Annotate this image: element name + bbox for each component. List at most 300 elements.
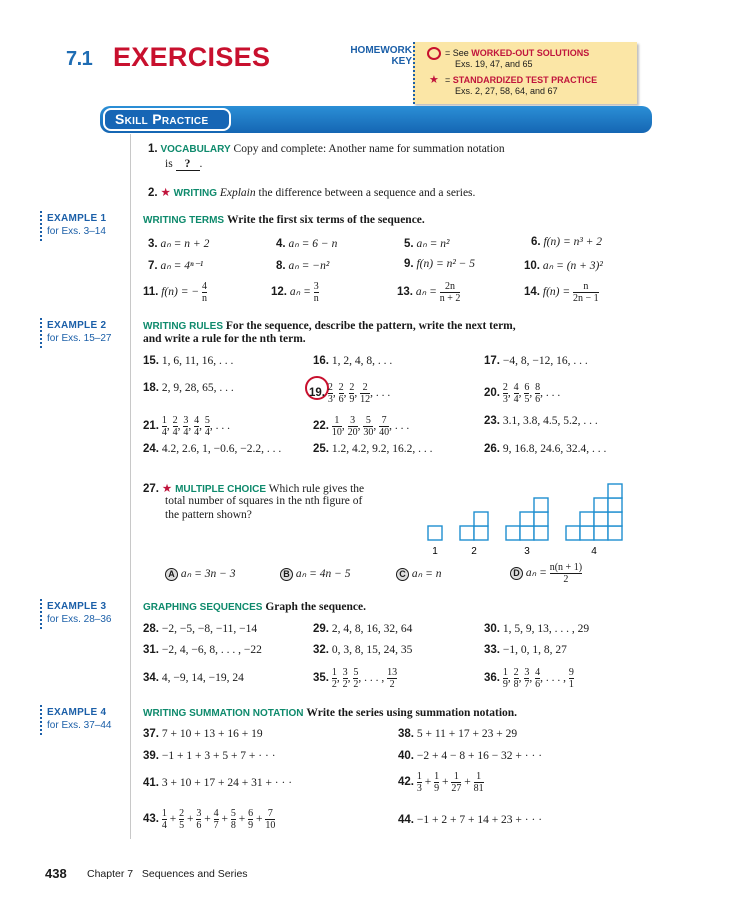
figure-group	[428, 484, 622, 557]
separator: ,	[357, 420, 364, 433]
denominator: 2	[550, 573, 582, 585]
pattern-square	[534, 512, 548, 526]
exercise-number: 6.	[531, 236, 541, 248]
denominator: 2	[342, 679, 348, 690]
content-divider	[130, 134, 131, 839]
figure-label: 3	[524, 546, 530, 557]
chapter-title: Sequences and Series	[141, 868, 248, 880]
choice-expression: aₙ = 4n − 5	[295, 568, 351, 580]
section-number: 7.1	[66, 48, 93, 70]
separator: ,	[343, 387, 350, 400]
choice-expression: aₙ = 3n − 3	[180, 568, 236, 580]
denominator: 3	[502, 394, 508, 405]
pattern-square	[608, 498, 622, 512]
exercise-number: 3.	[148, 238, 158, 250]
numerator: 5	[365, 415, 371, 426]
fraction	[314, 281, 319, 304]
section-lead: WRITING SUMMATION NOTATION	[143, 708, 304, 719]
separator: , . . .	[370, 387, 391, 400]
exercise-number: 42.	[398, 776, 414, 789]
exercise-number: 2.	[148, 187, 158, 199]
separator: ,	[199, 420, 205, 433]
exercise-number: 24.	[143, 443, 159, 455]
separator: ,	[336, 672, 343, 685]
homework-label: HOMEWORK	[350, 45, 412, 56]
fraction	[332, 415, 342, 438]
key-title[interactable]: WORKED-OUT SOLUTIONS	[471, 48, 590, 58]
key-detail: Exs. 2, 27, 58, 64, and 67	[455, 86, 558, 96]
exercise-number: 21.	[143, 420, 159, 433]
denominator: 4	[161, 820, 167, 831]
fraction	[379, 415, 389, 438]
separator: +	[184, 813, 197, 826]
exercise-15	[143, 355, 233, 367]
section-instruction: Write the series using summation notation.	[306, 707, 518, 719]
example-marker	[40, 318, 42, 348]
denominator: 6	[196, 820, 202, 831]
fraction-sequence	[161, 415, 230, 438]
separator: +	[235, 813, 249, 826]
sequence: −2, −5, −8, −11, −14	[161, 623, 258, 635]
exercise-3	[148, 236, 209, 250]
denominator: 8	[230, 820, 236, 831]
exercise-number: 31.	[143, 644, 159, 656]
denominator: 4	[183, 427, 189, 438]
denominator: 5	[524, 394, 530, 405]
separator: , . . .	[209, 420, 230, 433]
exercise-32	[313, 644, 412, 656]
key-title[interactable]: STANDARDIZED TEST PRACTICE	[452, 75, 598, 85]
numerator: 3	[313, 281, 319, 292]
fraction	[360, 382, 370, 405]
pattern-square	[506, 526, 520, 540]
separator: ,	[373, 420, 380, 433]
pattern-square	[594, 498, 608, 512]
denominator: 10	[265, 820, 276, 831]
denominator: n	[201, 293, 207, 304]
exercise-20	[484, 382, 560, 405]
exercise-number: 18.	[143, 382, 159, 394]
pattern-square	[474, 512, 488, 526]
choice-letter: A	[165, 568, 178, 581]
separator: ,	[177, 420, 184, 433]
exercise-number: 29.	[313, 623, 329, 635]
numerator: 2	[172, 415, 178, 426]
numerator: 1	[416, 771, 422, 782]
separator: ,	[507, 672, 514, 685]
key-detail: Exs. 19, 47, and 65	[455, 59, 533, 69]
numerator: 5	[353, 667, 359, 678]
multiple-choice-label: MULTIPLE CHOICE	[175, 484, 266, 495]
numerator: 3	[350, 415, 356, 426]
choice-letter: B	[280, 568, 293, 581]
exercise-11	[143, 281, 207, 304]
pattern-square	[594, 526, 608, 540]
separator: ,	[332, 387, 339, 400]
choice-d[interactable]	[510, 562, 582, 585]
figure-label: 2	[471, 546, 477, 557]
numerator: 8	[535, 382, 541, 393]
page-number: 438	[45, 866, 67, 881]
separator: , . . .	[389, 420, 410, 433]
separator: ,	[188, 420, 195, 433]
numerator: 1	[434, 771, 440, 782]
exercise-number: 40.	[398, 750, 414, 762]
exercise-expression: aₙ =	[289, 286, 311, 299]
example-1-range: for Exs. 3–14	[47, 226, 106, 237]
choice-c[interactable]	[396, 566, 441, 581]
denominator: 81	[473, 783, 484, 794]
denominator: 9	[434, 783, 440, 794]
pattern-square	[608, 526, 622, 540]
sequence: −4, 8, −12, 16, . . .	[502, 355, 588, 367]
exercise-29	[313, 623, 412, 635]
exercise-10	[524, 258, 603, 272]
exercise-number: 34.	[143, 672, 159, 684]
exercise-number: 1.	[148, 143, 158, 155]
example-1-tag[interactable]: EXAMPLE 1	[47, 213, 107, 224]
numerator: 4	[201, 281, 207, 292]
key-item-test-practice	[445, 75, 597, 85]
skill-practice-title: Skill Practice	[103, 108, 231, 131]
figure-label: 4	[591, 546, 597, 557]
fraction-sequence	[502, 382, 561, 405]
denominator: 2	[353, 679, 359, 690]
numerator: 4	[535, 667, 541, 678]
separator: , . . . ,	[540, 672, 569, 685]
star-icon: ★	[160, 187, 171, 199]
exercise-expression: aₙ =	[415, 286, 437, 299]
separator: ,	[529, 387, 536, 400]
answer-blank: ?	[176, 158, 200, 171]
exercise-number: 44.	[398, 814, 414, 826]
numerator: 2n	[445, 281, 456, 292]
exercise-number: 7.	[148, 260, 158, 272]
numerator: 3	[524, 667, 530, 678]
example-4-range: for Exs. 37–44	[47, 720, 112, 731]
exercise-1	[148, 143, 588, 155]
graphing-heading	[143, 601, 366, 613]
exercise-number: 30.	[484, 623, 500, 635]
exercise-expression: aₙ = 6 − n	[288, 238, 338, 250]
exercise-9	[404, 258, 475, 270]
exercise-text: Copy and complete: Another name for summation notation	[233, 143, 505, 155]
fraction	[474, 771, 484, 794]
exercise-number: 41.	[143, 777, 159, 789]
separator: ,	[507, 387, 514, 400]
denominator: 1	[568, 679, 574, 690]
key-eq: = See	[445, 48, 469, 58]
exercise-text: the difference between a sequence and a series.	[258, 187, 476, 199]
exercise-number: 15.	[143, 355, 159, 367]
sequence: 1.2, 4.2, 9.2, 16.2, . . .	[331, 443, 433, 455]
exercise-number: 37.	[143, 728, 159, 740]
denominator: 12	[360, 394, 371, 405]
key-eq: =	[445, 75, 451, 85]
fraction	[348, 415, 358, 438]
numerator: 1	[502, 667, 508, 678]
denominator: 7	[213, 820, 219, 831]
exercise-number: 19.	[309, 387, 325, 400]
numerator: n(n + 1)	[549, 562, 583, 573]
exercise-44	[398, 814, 542, 826]
exercise-37	[143, 728, 263, 740]
exercise-number: 35.	[313, 672, 329, 685]
exercise-14	[524, 281, 599, 304]
exercise-number: 14.	[524, 286, 540, 299]
exercise-number: 5.	[404, 238, 414, 250]
numerator: 1	[334, 415, 340, 426]
separator: +	[421, 776, 435, 789]
pattern-square	[580, 512, 594, 526]
exercise-number: 38.	[398, 728, 414, 740]
exercise-number: 23.	[484, 415, 500, 427]
exercise-number: 32.	[313, 644, 329, 656]
example-3-range: for Exs. 28–36	[47, 614, 112, 625]
numerator: 6	[524, 382, 530, 393]
choice-expression: aₙ = n	[411, 568, 442, 580]
separator: ,	[354, 387, 361, 400]
pattern-square	[608, 484, 622, 498]
key-label: KEY	[391, 56, 412, 67]
separator: ,	[347, 672, 354, 685]
numerator: 7	[267, 808, 273, 819]
homework-key-box	[413, 42, 637, 104]
example-4-tag[interactable]: EXAMPLE 4	[47, 707, 107, 718]
pattern-square	[474, 526, 488, 540]
numerator: 5	[230, 808, 236, 819]
fraction	[202, 281, 207, 304]
denominator: 40	[379, 427, 390, 438]
summation-heading	[143, 707, 517, 719]
exercise-2	[148, 185, 475, 199]
separator: ,	[529, 672, 536, 685]
exercise-35	[313, 667, 397, 690]
exercise-number: 25.	[313, 443, 329, 455]
choice-a[interactable]	[165, 566, 235, 581]
choice-letter: C	[396, 568, 409, 581]
fraction	[363, 415, 373, 438]
pattern-square	[534, 498, 548, 512]
numerator: 9	[568, 667, 574, 678]
separator: +	[461, 776, 474, 789]
denominator: 2	[387, 678, 397, 690]
sequence: 3.1, 3.8, 4.5, 5.2, . . .	[502, 415, 598, 427]
exercise-expression: f(n) =	[542, 286, 571, 299]
denominator: 7	[524, 679, 530, 690]
fraction-sequence	[331, 415, 410, 438]
series: 7 + 10 + 13 + 16 + 19	[161, 728, 263, 740]
sequence: 1, 2, 4, 8, . . .	[331, 355, 393, 367]
series: −1 + 1 + 3 + 5 + 7 + · · ·	[161, 750, 276, 762]
exercise-expression: aₙ = 4ⁿ⁻¹	[160, 260, 204, 272]
example-marker	[40, 599, 42, 629]
numerator: 2	[327, 382, 333, 393]
exercise-7	[148, 258, 203, 272]
exercise-number: 43.	[143, 813, 159, 826]
exercise-number: 26.	[484, 443, 500, 455]
exercise-40	[398, 750, 542, 762]
exercise-number: 12.	[271, 286, 287, 299]
denominator: 3	[327, 394, 333, 405]
example-marker	[40, 705, 42, 735]
exercise-number: 28.	[143, 623, 159, 635]
numerator: 4	[213, 808, 219, 819]
section-lead: WRITING RULES	[143, 321, 223, 332]
denominator: 4	[204, 427, 210, 438]
series: −2 + 4 − 8 + 16 − 32 + · · ·	[416, 750, 543, 762]
exercise-28	[143, 623, 257, 635]
exercise-expression: aₙ = −n²	[288, 260, 330, 272]
sequence: −2, 4, −6, 8, . . . , −22	[161, 644, 262, 656]
denominator: 4	[194, 427, 200, 438]
separator: ,	[518, 672, 525, 685]
denominator: 4	[161, 427, 167, 438]
series: −1 + 2 + 7 + 14 + 23 + · · ·	[416, 814, 543, 826]
sequence: 9, 16.8, 24.6, 32.4, . . .	[502, 443, 607, 455]
exercise-number: 16.	[313, 355, 329, 367]
chapter-label: Chapter 7	[87, 868, 134, 880]
numerator: 2	[502, 382, 508, 393]
exercise-38	[398, 728, 517, 740]
denominator: 27	[451, 783, 462, 794]
numerator: 3	[342, 667, 348, 678]
exercise-number: 33.	[484, 644, 500, 656]
question-text: Which rule gives the	[268, 483, 365, 495]
separator: +	[166, 813, 180, 826]
exercise-36	[484, 667, 574, 690]
circle-icon	[427, 47, 441, 60]
question-text: the pattern shown?	[165, 509, 252, 521]
section-instruction: Write the first six terms of the sequence.	[226, 214, 425, 226]
exercise-number: 8.	[276, 260, 286, 272]
section-lead: WRITING TERMS	[143, 215, 225, 226]
denominator: 3	[416, 783, 422, 794]
exercise-21	[143, 415, 230, 438]
denominator: 2	[331, 679, 337, 690]
denominator: n + 2	[439, 293, 461, 304]
numerator: 1	[331, 667, 337, 678]
example-marker	[40, 211, 42, 241]
fraction-series	[416, 771, 484, 794]
choice-expression: aₙ =	[525, 567, 547, 580]
exercise-33	[484, 644, 567, 656]
star-icon: ★	[161, 483, 173, 495]
denominator: 6	[338, 394, 344, 405]
writing-label: WRITING	[173, 188, 217, 199]
numerator: 2	[179, 808, 185, 819]
numerator: 1	[161, 415, 167, 426]
numerator: 3	[183, 415, 189, 426]
sequence: 0, 3, 8, 15, 24, 35	[331, 644, 413, 656]
exercise-16	[313, 355, 392, 367]
denominator: 6	[535, 679, 541, 690]
example-3-tag[interactable]: EXAMPLE 3	[47, 601, 107, 612]
denominator: 20	[347, 427, 358, 438]
writing-rules-heading	[143, 320, 516, 332]
fraction	[440, 281, 461, 304]
exercise-34	[143, 672, 244, 684]
question-text: total number of squares in the nth figure of	[165, 495, 363, 507]
fraction-series	[161, 808, 276, 831]
exercise-22	[313, 415, 409, 438]
denominator: 6	[535, 394, 541, 405]
exercise-number: 39.	[143, 750, 159, 762]
numerator: 2	[349, 382, 355, 393]
separator: +	[439, 776, 452, 789]
section-instruction: For the sequence, describe the pattern, write the next term,	[225, 320, 516, 332]
exercise-18	[143, 382, 234, 394]
square-pattern-figure	[420, 470, 630, 560]
exercise-expression: f(n) = n³ + 2	[543, 236, 603, 248]
separator: +	[218, 813, 231, 826]
pattern-square	[460, 526, 474, 540]
exercise-12	[271, 281, 319, 304]
separator: +	[253, 813, 266, 826]
denominator: 4	[172, 427, 178, 438]
exercise-number: 13.	[397, 286, 413, 299]
denominator: 8	[513, 679, 519, 690]
fraction	[265, 808, 275, 831]
sequence: 1, 5, 9, 13, . . . , 29	[502, 623, 590, 635]
pattern-square	[520, 526, 534, 540]
section-lead: GRAPHING SEQUENCES	[143, 602, 263, 613]
star-icon: ★	[429, 74, 439, 86]
numerator: 1	[476, 771, 482, 782]
denominator: 2n − 1	[573, 293, 599, 304]
exercise-13	[397, 281, 460, 304]
section-instruction: Graph the sequence.	[265, 601, 366, 613]
exercise-25	[313, 443, 433, 455]
pattern-square	[428, 526, 442, 540]
exercise-6	[531, 236, 602, 248]
exercise-text: .	[199, 158, 203, 170]
example-2-tag[interactable]: EXAMPLE 2	[47, 320, 107, 331]
fraction-sequence	[331, 667, 398, 690]
vocabulary-label: VOCABULARY	[160, 144, 231, 155]
exercise-24	[143, 443, 281, 455]
separator: ,	[166, 420, 173, 433]
numerator: 2	[513, 667, 519, 678]
separator: ,	[341, 420, 348, 433]
numerator: 2	[338, 382, 344, 393]
exercise-26	[484, 443, 606, 455]
separator: , . . .	[540, 387, 561, 400]
numerator: 7	[381, 415, 387, 426]
exercise-4	[276, 236, 337, 250]
key-item-solutions	[445, 48, 589, 58]
exercise-number: 4.	[276, 238, 286, 250]
exercise-42	[398, 771, 484, 794]
choice-b[interactable]	[280, 566, 350, 581]
exercise-39	[143, 750, 276, 762]
exercise-number: 9.	[404, 258, 414, 270]
series: 5 + 11 + 17 + 23 + 29	[416, 728, 518, 740]
exercise-1-line2	[165, 158, 202, 171]
exercise-27	[143, 481, 364, 495]
exercise-expression: f(n) = −	[161, 286, 200, 299]
pattern-square	[594, 512, 608, 526]
exercise-expression: aₙ = n²	[416, 238, 450, 250]
separator: , . . . ,	[358, 672, 388, 685]
numerator: 13	[387, 667, 398, 678]
choice-letter: D	[510, 567, 523, 580]
fraction	[550, 562, 582, 585]
separator: +	[201, 813, 214, 826]
numerator: 3	[196, 808, 202, 819]
exercise-31	[143, 644, 262, 656]
exercise-number: 20.	[484, 387, 500, 400]
